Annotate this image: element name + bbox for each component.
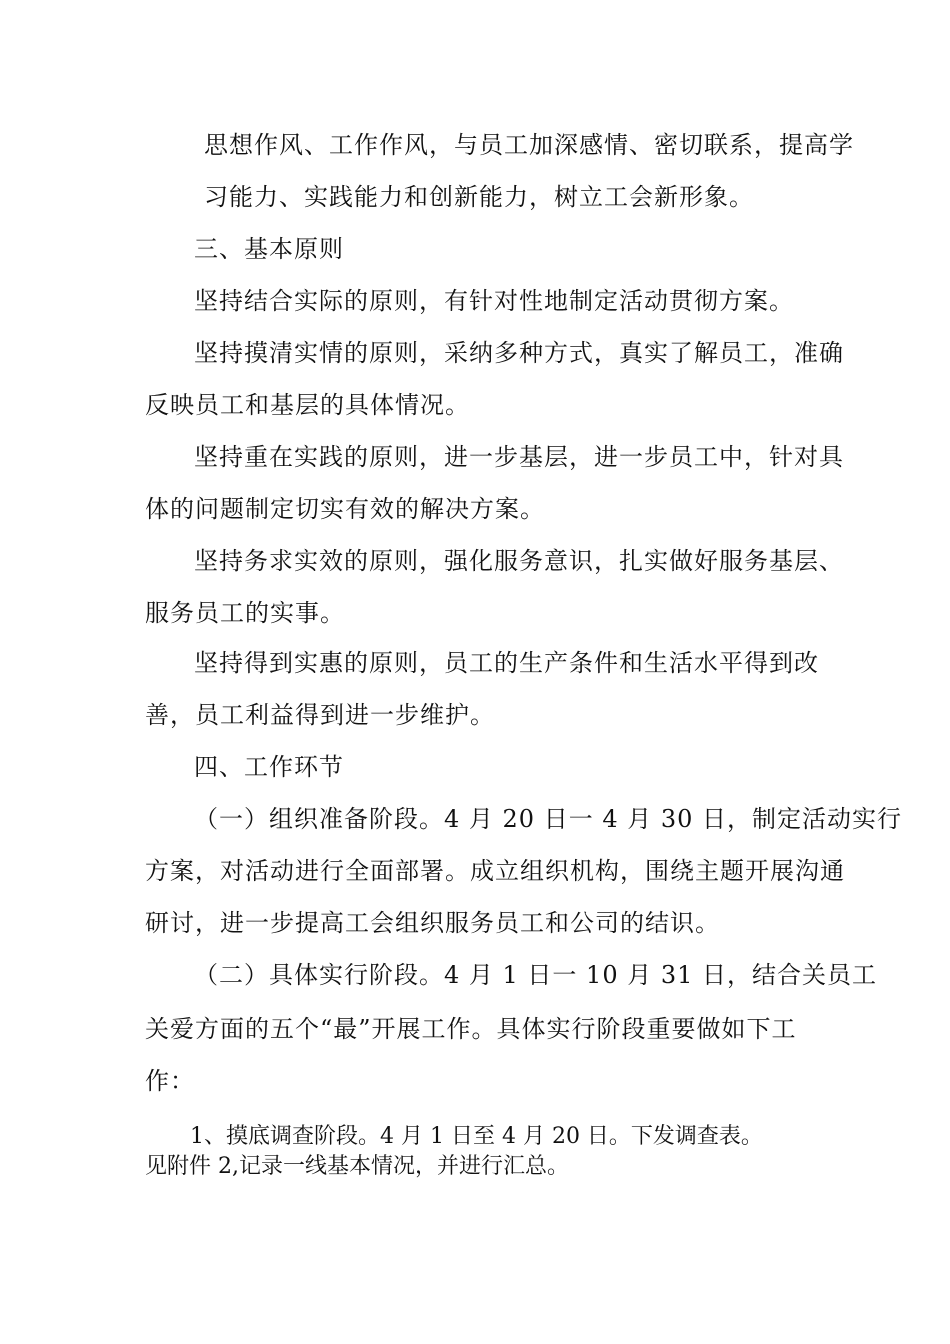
- paragraph-line: 坚持结合实际的原则，有针对性地制定活动贯彻方案。: [194, 287, 794, 315]
- paragraph-line: （一）组织准备阶段。4 月 20 日一 4 月 30 日，制定活动实行: [194, 805, 903, 833]
- paragraph-line: 坚持重在实践的原则，进一步基层，进一步员工中，针对具: [194, 443, 844, 471]
- paragraph-line: 关爱方面的五个“最”开展工作。具体实行阶段重要做如下工: [145, 1015, 797, 1043]
- paragraph-line: 作：: [145, 1067, 195, 1095]
- paragraph-line: 见附件 2,记录一线基本情况，并进行汇总。: [145, 1154, 569, 1179]
- paragraph-line: 反映员工和基层的具体情况。: [145, 391, 470, 419]
- paragraph-line: 坚持摸清实情的原则，采纳多种方式，真实了解员工，准确: [194, 339, 844, 367]
- paragraph-line: 研讨，进一步提高工会组织服务员工和公司的结识。: [145, 909, 720, 937]
- section-heading: 四、工作环节: [194, 753, 344, 781]
- paragraph-line: 坚持得到实惠的原则，员工的生产条件和生活水平得到改: [194, 649, 819, 677]
- paragraph-line: 1、摸底调查阶段。4 月 1 日至 4 月 20 日。下发调查表。: [190, 1124, 763, 1149]
- paragraph-line: 服务员工的实事。: [145, 599, 345, 627]
- section-heading: 三、基本原则: [194, 235, 344, 263]
- paragraph-line: 习能力、实践能力和创新能力，树立工会新形象。: [204, 183, 754, 211]
- paragraph-line: 善，员工利益得到进一步维护。: [145, 701, 495, 729]
- paragraph-line: 坚持务求实效的原则，强化服务意识，扎实做好服务基层、: [194, 547, 844, 575]
- paragraph-line: 思想作风、工作作风，与员工加深感情、密切联系，提高学: [204, 131, 854, 159]
- paragraph-line: 体的问题制定切实有效的解决方案。: [145, 495, 545, 523]
- paragraph-line: 方案，对活动进行全面部署。成立组织机构，围绕主题开展沟通: [145, 857, 845, 885]
- paragraph-line: （二）具体实行阶段。4 月 1 日一 10 月 31 日，结合关员工: [194, 961, 878, 989]
